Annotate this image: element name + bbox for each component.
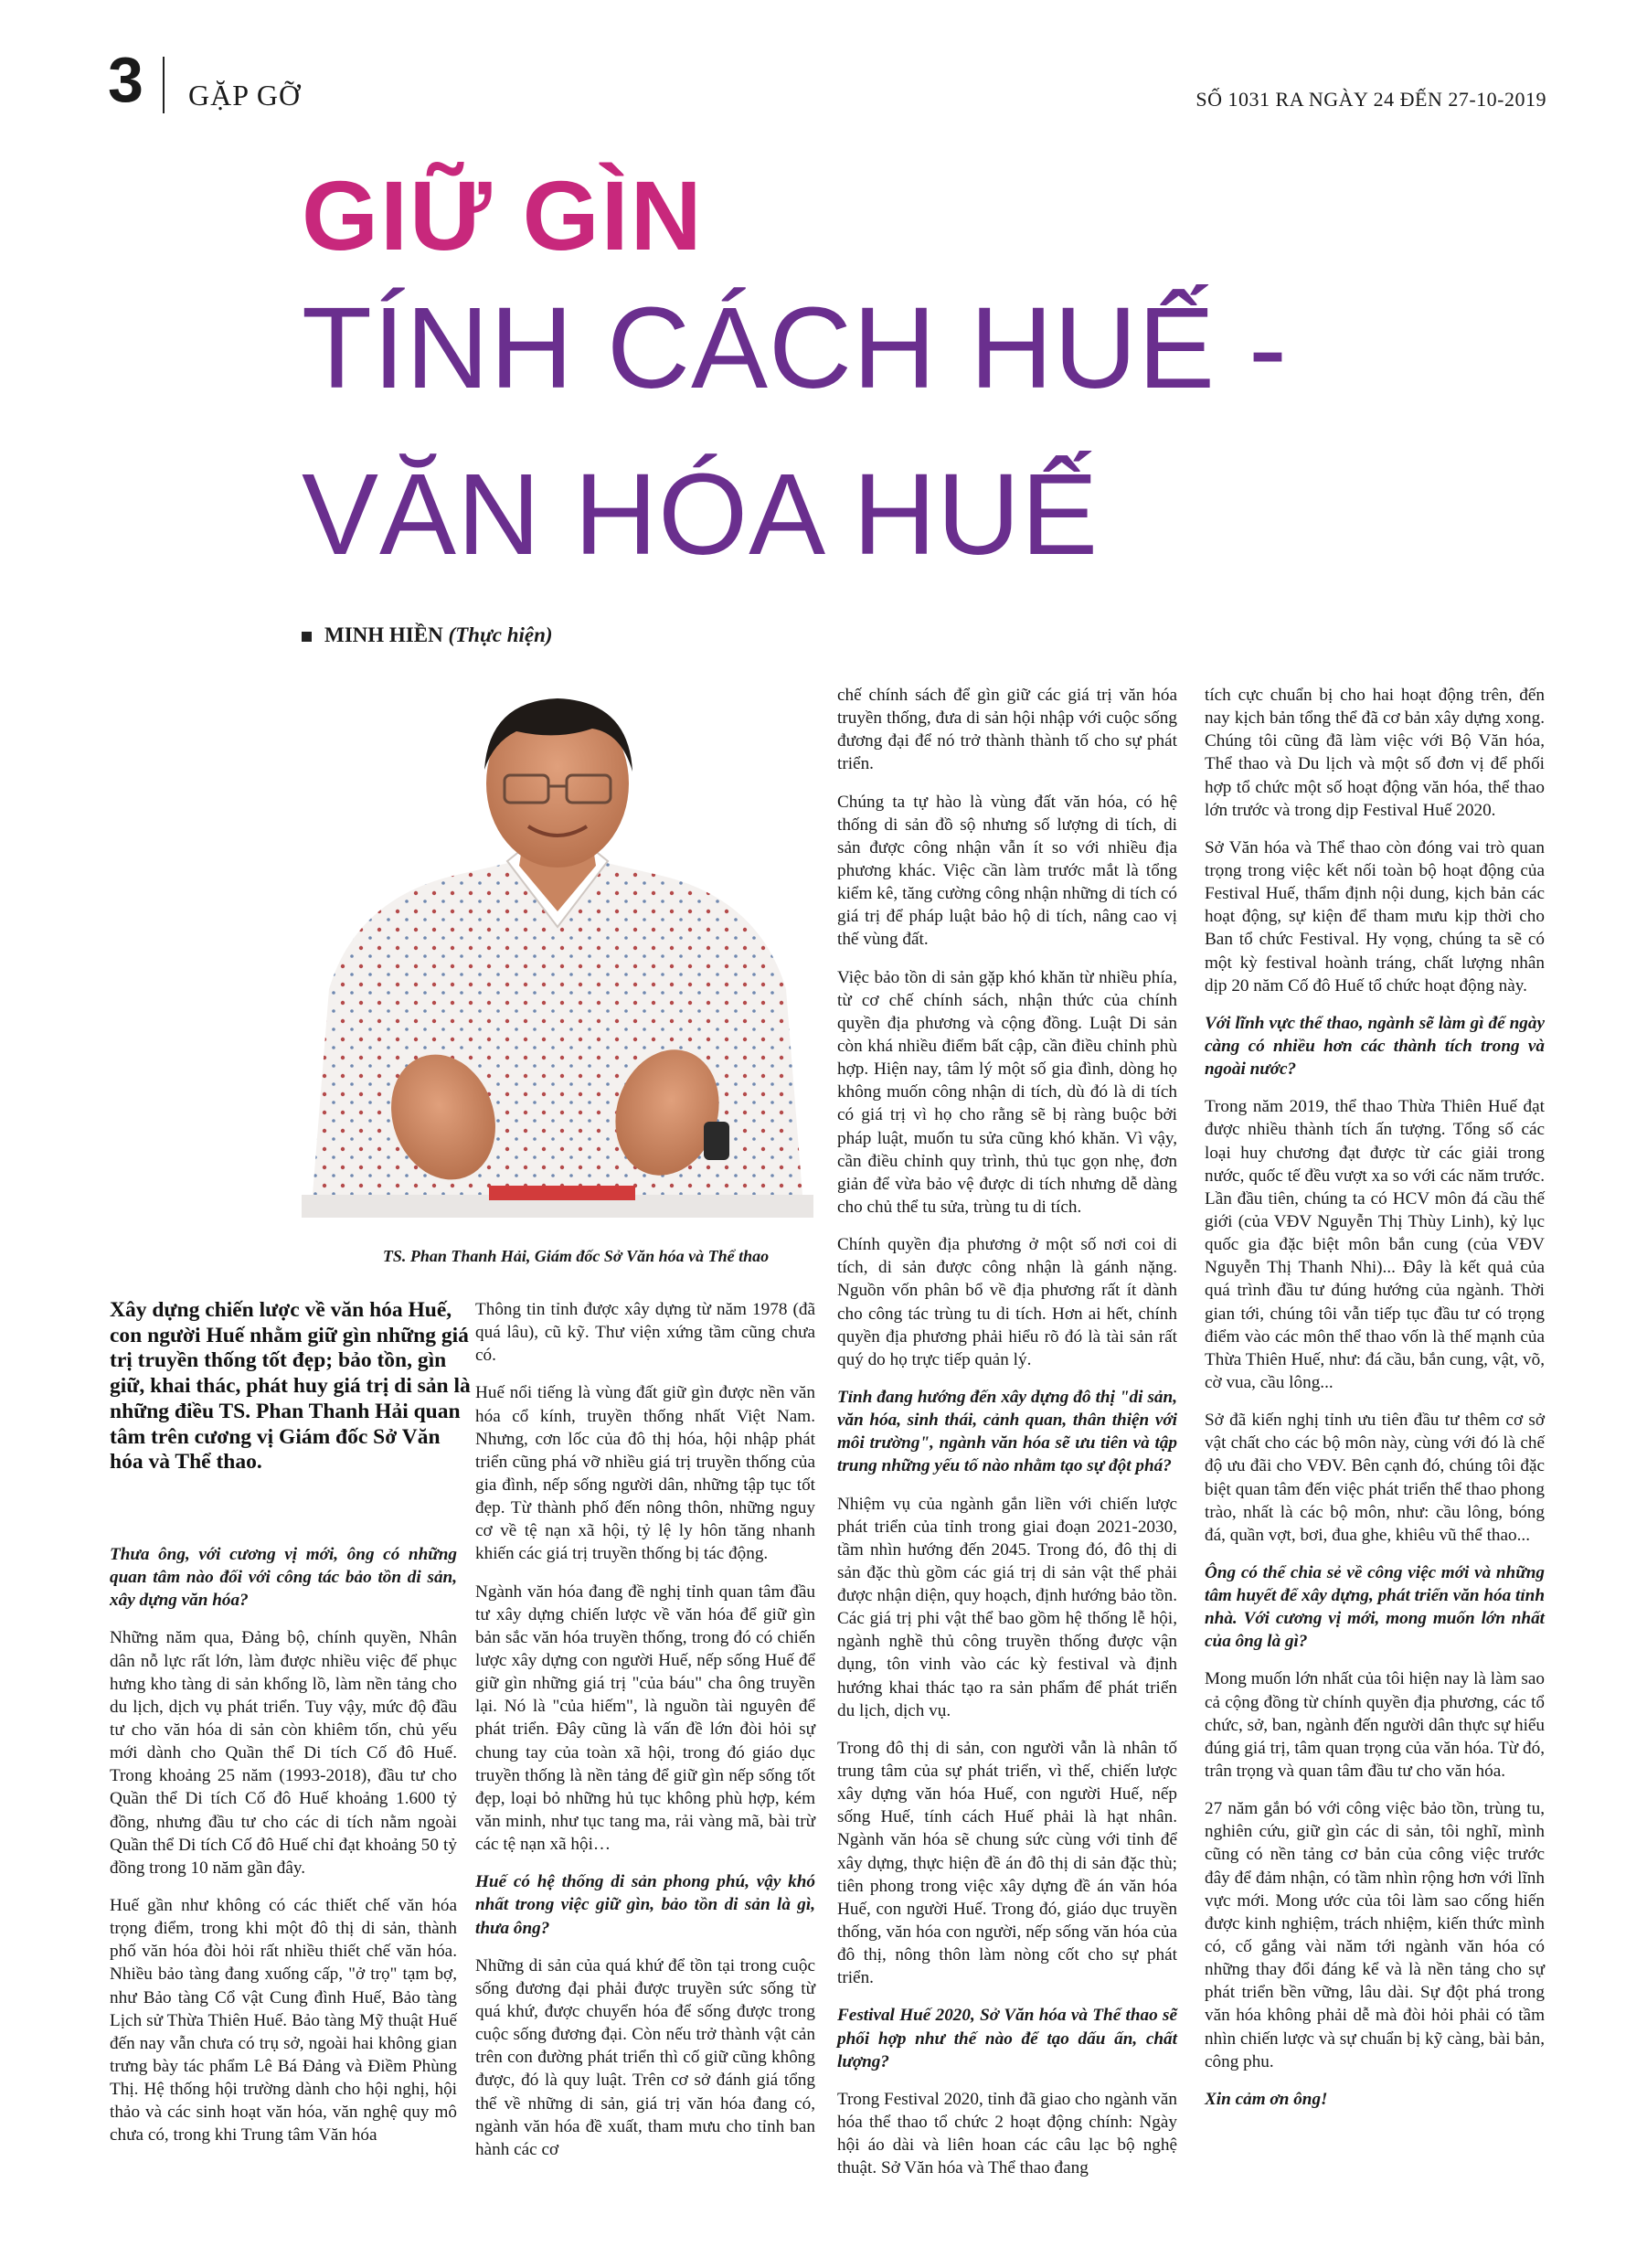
paragraph: Huế nổi tiếng là vùng đất giữ gìn được nền văn hóa cổ kính, truyền thống nhất Việt Nam. Nhưng, cơn lốc của đô thị hóa, hội nhập phát triển cũng phá vỡ nhiều giá trị truyền thống của gia đình, nếp sống người dân, những tập tục tốt đẹp. Từ thành phố đến nông thôn, những nguy cơ về tệ nạn xã hội, tỷ lệ ly hôn tăng nhanh khiến các giá trị truyền thống bị tác động. [475, 1383, 815, 1564]
paragraph: Ngành văn hóa đang đề nghị tỉnh quan tâm đầu tư xây dựng chiến lược về văn hóa để giữ gìn bản sắc văn hóa truyền thống, trong đó có chiến lược xây dựng con người Huế, nếp sống Huế để giữ gìn những giá trị "của báu" cha ông truyền lại. Nó là "của hiếm", là nguồn tài nguyên để phát triển. Đây cũng là vấn đề lớn đòi hỏi sự chung tay của toàn xã hội, trong đó giáo dục truyền thống là nền tảng để giữ gìn nếp sống tốt đẹp, loại bỏ những hủ tục không phù hợp, kém văn minh, như tục tang ma, rải vàng mã, bài trừ các tệ nạn xã hội… [475, 1581, 815, 1855]
header-divider [163, 57, 165, 113]
interview-question: Thưa ông, với cương vị mới, ông có những quan tâm nào đối với công tác bảo tồn di sản, xây dựng văn hóa? [110, 1545, 457, 1611]
interview-question: Ông có thể chia sẻ về công việc mới và những tâm huyết để xây dựng, phát triển văn hóa tỉnh nhà. Với cương vị mới, mong muốn lớn nhất của ông là gì? [1205, 1562, 1545, 1652]
byline [302, 623, 553, 647]
paragraph: tích cực chuẩn bị cho hai hoạt động trên, đến nay kịch bản tổng thể đã cơ bản xây dựng xong. Chúng tôi cũng đã làm việc với Bộ Văn hóa, Thể thao và Du lịch và một số đơn vị để phối hợp tổ chức một số hoạt động văn hóa, thể thao lớn trước và trong dịp Festival Huế 2020. [1205, 686, 1545, 820]
column-2 [475, 1298, 815, 2176]
closing-line: Xin cảm ơn ông! [1205, 2089, 1328, 2109]
paragraph: Huế gần như không có các thiết chế văn hóa trọng điểm, trong khi một đô thị di sản, thành phố văn hóa đòi hỏi rất nhiều thiết chế văn hóa. Nhiều bảo tàng đang xuống cấp, "ở trọ" tạm bợ, như Bảo tàng Cổ vật Cung đình Huế, Bảo tàng Lịch sử Thừa Thiên Huế. Bảo tàng Mỹ thuật Huế đến nay vẫn chưa có trụ sở, ngoài hai không gian trưng bày tác phẩm Lê Bá Đảng và Điềm Phùng Thị. Hệ thống hội trường dành cho hội nghị, hội thảo và các sinh hoạt văn hóa, văn nghệ quy mô chưa có, trong khi Trung tâm Văn hóa [110, 1895, 457, 2146]
byline-role: (Thực hiện) [448, 623, 553, 646]
column-3 [837, 684, 1177, 2194]
paragraph: Trong đô thị di sản, con người vẫn là nhân tố trung tâm của sự phát triển, vì thế, chiến lược xây dựng văn hóa Huế, con người Huế, nếp sống Huế, tính cách Huế phải là hạt nhân. Ngành văn hóa sẽ chung sức cùng với tỉnh để xây dựng, thực hiện đề án đô thị di sản đặc thù; tiên phong trong việc xây dựng đề án văn hóa Huế, con người Huế. Trong đó, giáo dục truyền thống, văn hóa con người, nếp sống văn hóa của đô thị, nông thôn làm nòng cốt cho sự phát triển. [837, 1738, 1177, 1988]
paragraph: Những di sản của quá khứ để tồn tại trong cuộc sống đương đại phải được truyền sức sống từ quá khứ, được chuyển hóa để sống được trong cuộc sống đương đại. Còn nếu trở thành vật cản trên con đường phát triển thì cố giữ cũng không được, đó là quy luật. Trên cơ sở đánh giá tổng thể về những di sản, giá trị văn hóa đang có, ngành văn hóa đề xuất, tham mưu cho tỉnh ban hành các cơ [475, 1955, 815, 2159]
issue-info: SỐ 1031 RA NGÀY 24 ĐẾN 27-10-2019 [1195, 88, 1546, 111]
interview-question: Festival Huế 2020, Sở Văn hóa và Thể thao sẽ phối hợp như thế nào để tạo dấu ấn, chất lượng? [837, 2006, 1177, 2071]
page-number: 3 [108, 44, 143, 115]
paragraph: 27 năm gắn bó với công việc bảo tồn, trùng tu, nghiên cứu, giữ gìn các di sản, tôi nghĩ, mình cũng có nền tảng cơ bản của công việc trước đây để đảm nhận, có tầm nhìn rộng hơn với lĩnh vực mới. Mong ước của tôi làm sao cống hiến được kinh nghiệm, trách nhiệm, kiến thức mình có, cố gắng vài năm tới ngành văn hóa có những thay đổi đáng kể và là nền tảng cho sự phát triển bền vững, lâu dài. Sự đột phá trong văn hóa không phải dễ mà đòi hỏi phải có tầm nhìn chiến lược và sự chuẩn bị kỹ càng, bài bản, công phu. [1205, 1799, 1545, 2071]
interview-question: Huế có hệ thống di sản phong phú, vậy khó nhất trong việc giữ gìn, bảo tồn di sản là gì, thưa ông? [475, 1872, 815, 1938]
paragraph: Thông tin tỉnh được xây dựng từ năm 1978 (đã quá lâu), cũ kỹ. Thư viện xứng tầm cũng chưa có. [475, 1300, 815, 1366]
article-lead: Xây dựng chiến lược về văn hóa Huế, con người Huế nhằm giữ gìn những giá trị truyền thống tốt đẹp; bảo tồn, gìn giữ, khai thác, phát huy giá trị di sản là những điều TS. Phan Thanh Hải quan tâm trên cương vị Giám đốc Sở Văn hóa và Thể thao. [110, 1298, 471, 1475]
column-1 [110, 1543, 457, 2162]
paragraph: Sở đã kiến nghị tỉnh ưu tiên đầu tư thêm cơ sở vật chất cho các bộ môn này, cùng với đó là chế độ ưu đãi cho VĐV. Bên cạnh đó, chúng tôi đặc biệt quan tâm đến việc phát triển thể thao phong trào, nhất là các bộ môn, như: cầu lông, bóng đá, quần vợt, bơi, đua ghe, khiêu vũ thể thao... [1205, 1411, 1545, 1545]
byline-bullet [302, 632, 312, 642]
section-label: GẶP GỠ [188, 79, 302, 112]
byline-author: MINH HIỀN [324, 623, 443, 646]
paragraph: Sở Văn hóa và Thể thao còn đóng vai trò quan trọng trong việc kết nối toàn bộ hoạt động của Festival Huế, thẩm định nội dung, kịch bản các hoạt động, sự kiện để tham mưu kịp thời cho Ban tổ chức Festival. Hy vọng, chúng ta sẽ có một kỳ festival hoành tráng, chất lượng nhân dịp 20 năm Cố đô Huế tổ chức hoạt động này. [1205, 837, 1545, 996]
column-4 [1205, 684, 1545, 2125]
paragraph: Chúng ta tự hào là vùng đất văn hóa, có hệ thống di sản đồ sộ nhưng số lượng di tích, di sản được công nhận vẫn ít so với nhiều địa phương khác. Việc cần làm trước mắt là tổng kiểm kê, tăng cường công nhận những di tích có giá trị để pháp luật bảo hộ di tích, nâng cao vị thế vùng đất. [837, 792, 1177, 950]
headline-line-2: TÍNH CÁCH HUẾ - [302, 283, 1288, 412]
headline-line-3: VĂN HÓA HUẾ [302, 450, 1100, 579]
paragraph: Trong Festival 2020, tỉnh đã giao cho ngành văn hóa thể thao tổ chức 2 hoạt động chính: Ngày hội áo dài và liên hoan các câu lạc bộ nghệ thuật. Sở Văn hóa và Thể thao đang [837, 2089, 1177, 2178]
paragraph: Việc bảo tồn di sản gặp khó khăn từ nhiều phía, từ cơ chế chính sách, nhận thức của chính quyền địa phương và cộng đồng. Luật Di sản còn khá nhiều điểm bất cập, cần điều chỉnh phù hợp. Hiện nay, tâm lý một số gia đình, dòng họ không muốn công nhận di tích, dù đó là di tích có giá trị vì họ cho rằng sẽ bị ràng buộc bởi pháp luật, muốn tu sửa cũng khó khăn. Vì vậy, cần điều chỉnh quy trình, thủ tục gọn nhẹ, đơn giản để vừa bảo vệ được di tích nhưng dễ dàng cho chủ thể tu sửa, trùng tu di tích. [837, 967, 1177, 1217]
portrait-photo [302, 687, 813, 1218]
headline-line-1: GIỮ GÌN [302, 160, 704, 271]
paragraph: Chính quyền địa phương ở một số nơi coi di tích, di sản được công nhận là gánh nặng. Nguồn vốn phân bổ về địa phương rất ít dành cho công tác trùng tu di tích. Hơn ai hết, chính quyền địa phương phải hiểu rõ đó là tài sản rất quý do họ trực tiếp quản lý. [837, 1235, 1177, 1369]
paragraph: Trong năm 2019, thể thao Thừa Thiên Huế đạt được nhiều thành tích ấn tượng. Tổng số các loại huy chương đạt được từ các giải trong nước, quốc tế đều vượt xa so với các năm trước. Lần đầu tiên, chúng ta có HCV môn đá cầu thế giới (của VĐV Nguyễn Thị Thùy Linh), kỷ lục quốc gia đặc biệt môn bắn cung (của VĐV Nguyễn Thị Thanh Nhi)... Đây là kết quả của quá trình đầu tư đúng hướng của ngành. Thời gian tới, chúng tôi vẫn tiếp tục đầu tư có trọng điểm vào các môn thể thao vốn là thế mạnh của Thừa Thiên Huế, như: đá cầu, bắn cung, vật, võ, cờ vua, cầu lông... [1205, 1097, 1545, 1392]
paragraph: Những năm qua, Đảng bộ, chính quyền, Nhân dân nỗ lực rất lớn, làm được nhiều việc để phục hưng kho tàng di sản khổng lồ, làm nền tảng cho du lịch, dịch vụ phát triển. Tuy vậy, mức độ đầu tư cho văn hóa di sản còn khiêm tốn, chủ yếu mới dành cho Quần thể Di tích Cố đô Huế. Trong khoảng 25 năm (1993-2018), đầu tư cho Quần thể Di tích Cố đô Huế khoảng 1.600 tỷ đồng, nhưng đầu tư cho các di tích nằm ngoài Quần thể Di tích Cố đô Huế chỉ đạt khoảng 50 tỷ đồng trong 10 năm gần đây. [110, 1628, 457, 1878]
photo-caption: TS. Phan Thanh Hải, Giám đốc Sở Văn hóa và Thể thao [382, 1247, 770, 1265]
interview-question: Tỉnh đang hướng đến xây dựng đô thị "di sản, văn hóa, sinh thái, cảnh quan, thân thiện với môi trường", ngành văn hóa sẽ ưu tiên và tập trung những yếu tố nào nhằm tạo sự đột phá? [837, 1387, 1177, 1476]
interview-question: Với lĩnh vực thể thao, ngành sẽ làm gì để ngày càng có nhiều hơn các thành tích trong và ngoài nước? [1205, 1013, 1545, 1080]
paragraph: Mong muốn lớn nhất của tôi hiện nay là làm sao cả cộng đồng từ chính quyền địa phương, các tổ chức, sở, ban, ngành đến người dân thực sự hiểu đúng giá trị, tâm quan trọng của văn hóa. Từ đó, trân trọng và quan tâm đầu tư cho văn hóa. [1205, 1669, 1546, 1782]
paragraph: Nhiệm vụ của ngành gắn liền với chiến lược phát triển của tỉnh trong giai đoạn 2021-2030, tầm nhìn hướng đến 2045. Trong đó, đô thị di sản đặc thù gồm các giá trị di sản vật thể phải được nhận diện, quy hoạch, định hướng bảo tồn. Các giá trị phi vật thể bao gồm hệ thống lễ hội, ngành nghề thủ công truyền thống được vận dụng, tôn vinh vào các kỳ festival và định hướng khai thác tạo ra sản phẩm để phát triển du lịch, dịch vụ. [837, 1494, 1178, 1720]
paragraph: chế chính sách để gìn giữ các giá trị văn hóa truyền thống, đưa di sản hội nhập với cuộc sống đương đại để nó trở thành thành tố cho sự phát triển. [837, 686, 1177, 774]
